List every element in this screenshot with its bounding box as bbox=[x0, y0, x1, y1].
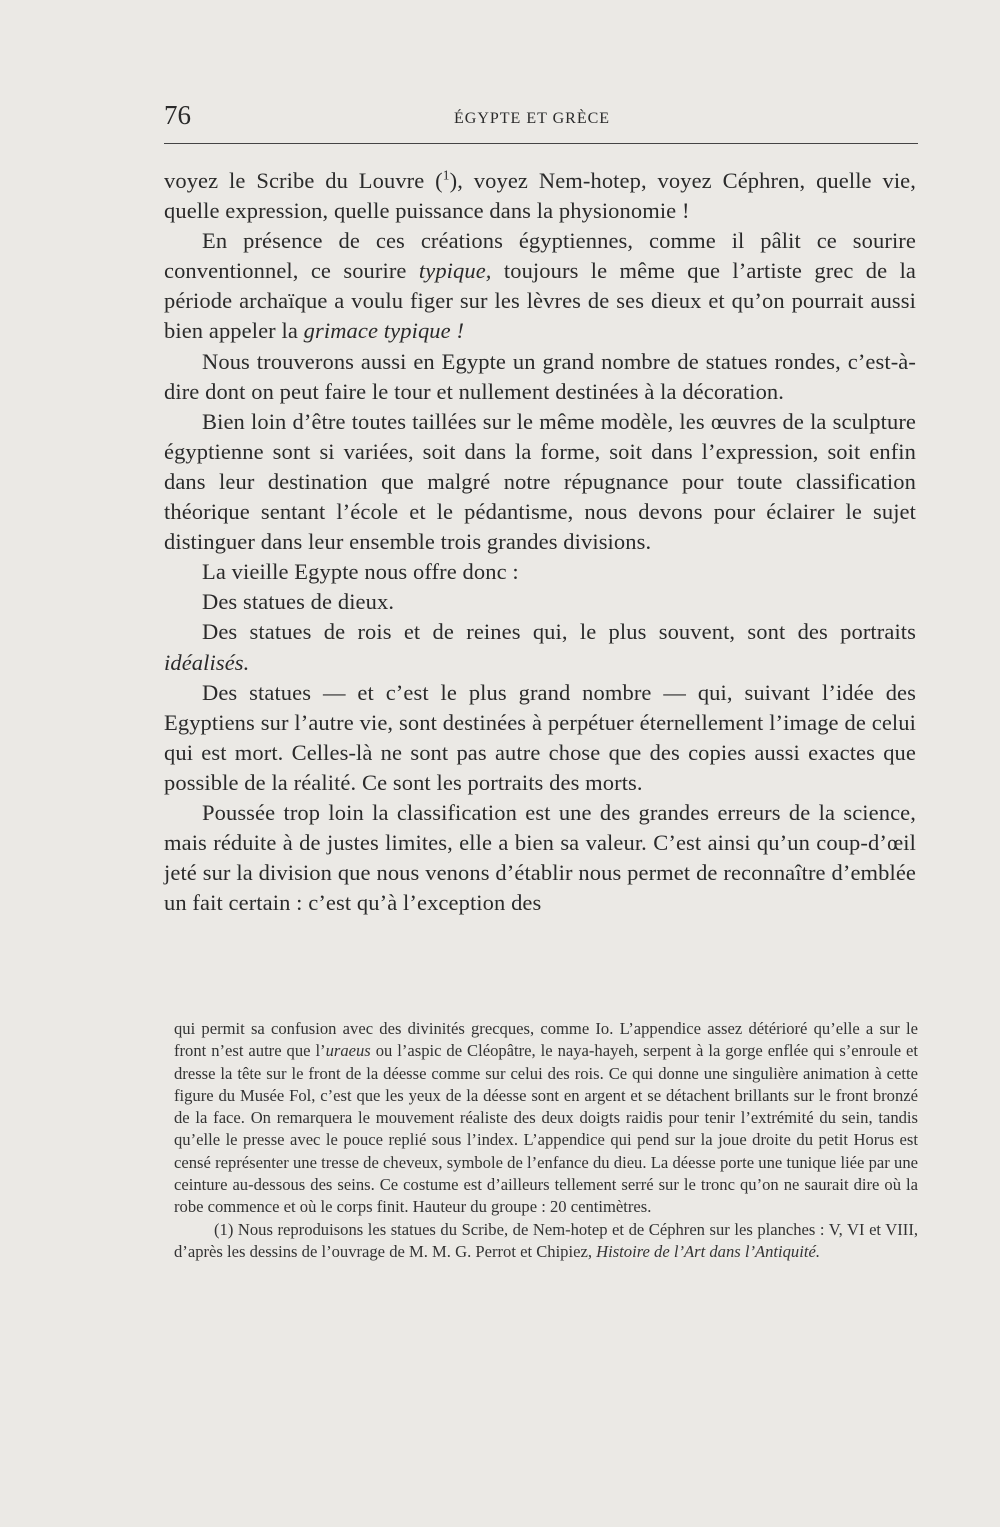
paragraph-8: Des statues — et c’est le plus grand nombre — qui, suivant l’idée des Egyptiens sur l’autre vie, sont destinées à perpétuer éternellement l’image de celui qui est mort. Celles-là ne sont pas autre chose que des copies aussi exactes que possible de la réalité. Ce sont les portraits des morts. bbox=[164, 679, 916, 795]
page-header bbox=[164, 100, 916, 136]
paragraph-7 bbox=[164, 617, 916, 677]
footnote-1-italic: Histoire de l’Art dans l’Antiquité. bbox=[596, 1241, 820, 1261]
footnote-continued bbox=[174, 1018, 918, 1219]
p1-text-b: ), voyez Nem-hotep, voyez Céphren, quelle vie, quelle expression, quelle puissance dans la physionomie ! bbox=[164, 168, 916, 224]
p2-italic-1: typique, bbox=[418, 258, 492, 284]
paragraph-9: Poussée trop loin la classification est une des grandes erreurs de la science, mais réduite à de justes limites, elle a bien sa valeur. C’est ainsi qu’un coup-d’œil jeté sur la division que nous venons d’établir nous permet de reconnaître d’emblée un fait certain : c’est qu’à l’exception des bbox=[164, 799, 916, 916]
fn-continued-text-a: qui permit sa confusion avec des divinités grecques, comme Io. L’appendice assez détérioré qu’elle a sur le front n’est autre que l’ bbox=[174, 1019, 918, 1061]
page-number: 76 bbox=[164, 100, 191, 130]
p2-text-b: toujours le même que l’artiste grec de la période archaïque a voulu figer sur les lèvres de ses dieux et qu’on pourrait aussi bien appeler la bbox=[164, 258, 917, 344]
paragraph-1 bbox=[164, 166, 916, 226]
fn-continued-italic: uraeus bbox=[325, 1041, 371, 1061]
paragraph-3: Nous trouverons aussi en Egypte un grand nombre de statues rondes, c’est-à-dire dont on peut faire le tour et nullement destinées à la décoration. bbox=[164, 348, 916, 404]
p7-text: Des statues de rois et de reines qui, le plus souvent, sont des portraits bbox=[202, 619, 916, 645]
p2-italic-2: grimace typique ! bbox=[303, 318, 465, 344]
running-title: ÉGYPTE ET GRÈCE bbox=[454, 110, 611, 127]
paragraph-2 bbox=[164, 226, 916, 346]
footnote-ref-1: 1 bbox=[442, 167, 450, 183]
p2-text-a: En présence de ces créations égyptiennes, comme il pâlit ce sourire conventionnel, ce sourire bbox=[164, 228, 916, 284]
footnote-1 bbox=[174, 1219, 918, 1264]
main-text bbox=[164, 166, 916, 918]
paragraph-5: La vieille Egypte nous offre donc : bbox=[202, 559, 519, 585]
p1-text-a: voyez le Scribe du Louvre ( bbox=[164, 168, 443, 193]
footnote-1-marker: (1) bbox=[214, 1219, 234, 1239]
header-rule bbox=[164, 143, 918, 144]
fn-continued-text-b: ou l’aspic de Cléopâtre, le naya-hayeh, serpent à la gorge enflée qui s’enroule et dresse la tête sur le front de la déesse comme sur celui des rois. Ce qui donne une singulière animation à cette figure du Musée Fol, c’est que les yeux de la déesse sont en argent et se détachent brillants sur le front bronzé de la face. On remarquera le mouvement réaliste des deux doigts raidis pour tenir l’extrémité du sein, tandis qu’elle le presse avec le pouce replié sous l’index. L’appendice qui pend sur la joue droite du petit Horus est censé représenter une tresse de cheveux, symbole de l’enfance du dieu. La déesse porte une tunique liée par une ceinture au-dessous des seins. Ce costume est d’ailleurs tellement serré sur le tronc qu’on ne saurait dire où la robe commence et où le corps finit. Hauteur du groupe : 20 centimètres. bbox=[174, 1041, 918, 1217]
footnotes bbox=[174, 1018, 918, 1263]
paragraph-6: Des statues de dieux. bbox=[202, 589, 395, 615]
paragraph-4: Bien loin d’être toutes taillées sur le même modèle, les œuvres de la sculpture égyptienne sont si variées, soit dans la forme, soit dans l’expression, soit enfin dans leur destination que malgré notre répugnance pour toute classification théorique sentant l’école et le pédantisme, nous devons pour éclairer le sujet distinguer dans leur ensemble trois grandes divisions. bbox=[164, 408, 916, 555]
footnote-1-text: Nous reproduisons les statues du Scribe, de Nem-hotep et de Céphren sur les planches : V, VI et VIII, d’après les dessins de l’ouvrage de M. M. G. Perrot et Chipiez, bbox=[174, 1219, 918, 1261]
p7-italic: idéalisés. bbox=[164, 649, 250, 675]
